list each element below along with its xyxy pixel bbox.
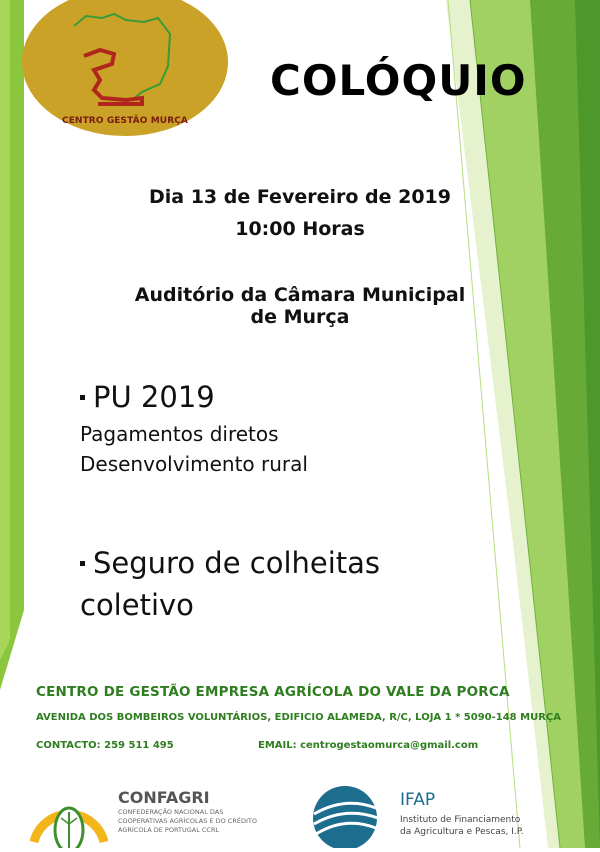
- footer-contact: CONTACTO: 259 511 495: [36, 740, 174, 751]
- confagri-line2: COOPERATIVAS AGRÍCOLAS E DO CRÉDITO: [118, 817, 257, 825]
- event-time: 10:00 Horas: [235, 218, 365, 240]
- topic-seguro: [80, 546, 380, 580]
- footer-address: AVENIDA DOS BOMBEIROS VOLUNTÁRIOS, EDIFICIO ALAMEDA, R/C, LOJA 1 * 5090-148 MURÇA: [36, 712, 561, 723]
- bullet-icon: [80, 395, 85, 400]
- event-venue-line2: de Murça: [250, 306, 350, 328]
- bullet-icon: [80, 561, 85, 566]
- confagri-line3: AGRÍCOLA DE PORTUGAL CCRL: [118, 826, 220, 834]
- ifap-logo-icon: [302, 778, 388, 848]
- topic-pu: [80, 380, 215, 414]
- ifap-blue-circle: [313, 786, 377, 848]
- ifap-description: [400, 814, 524, 838]
- ifap-line1: Instituto de Financiamento: [400, 815, 521, 825]
- topic-pu-sub1: Pagamentos diretos: [80, 422, 279, 446]
- logo-label: CENTRO GESTÃO MURÇA: [61, 116, 188, 126]
- confagri-description: [118, 808, 288, 835]
- centro-gestao-logo: [22, 0, 228, 136]
- topic-seguro-line1: Seguro de colheitas: [93, 546, 381, 580]
- confagri-name: CONFAGRI: [118, 788, 210, 807]
- topic-pu-sub2: Desenvolvimento rural: [80, 452, 308, 476]
- event-date: Dia 13 de Fevereiro de 2019: [148, 186, 452, 208]
- ifap-line2: da Agricultura e Pescas, I.P.: [400, 827, 524, 837]
- confagri-emblem: [28, 784, 110, 848]
- page-title: COLÓQUIO: [270, 56, 527, 105]
- footer-email: EMAIL: centrogestaomurca@gmail.com: [258, 740, 479, 751]
- ifap-name: IFAP: [400, 790, 436, 810]
- event-venue-line1: Auditório da Câmara Municipal: [134, 284, 466, 306]
- confagri-logo-icon: [28, 784, 110, 848]
- confagri-line1: CONFEDERAÇÃO NACIONAL DAS: [118, 808, 224, 816]
- topic-seguro-line2: coletivo: [80, 588, 194, 622]
- topic-pu-title: PU 2019: [93, 380, 215, 414]
- left-light-stripe: [0, 0, 10, 660]
- footer-org-name: CENTRO DE GESTÃO EMPRESA AGRÍCOLA DO VALE DA PORCA: [36, 684, 510, 700]
- ifap-emblem: [302, 778, 388, 848]
